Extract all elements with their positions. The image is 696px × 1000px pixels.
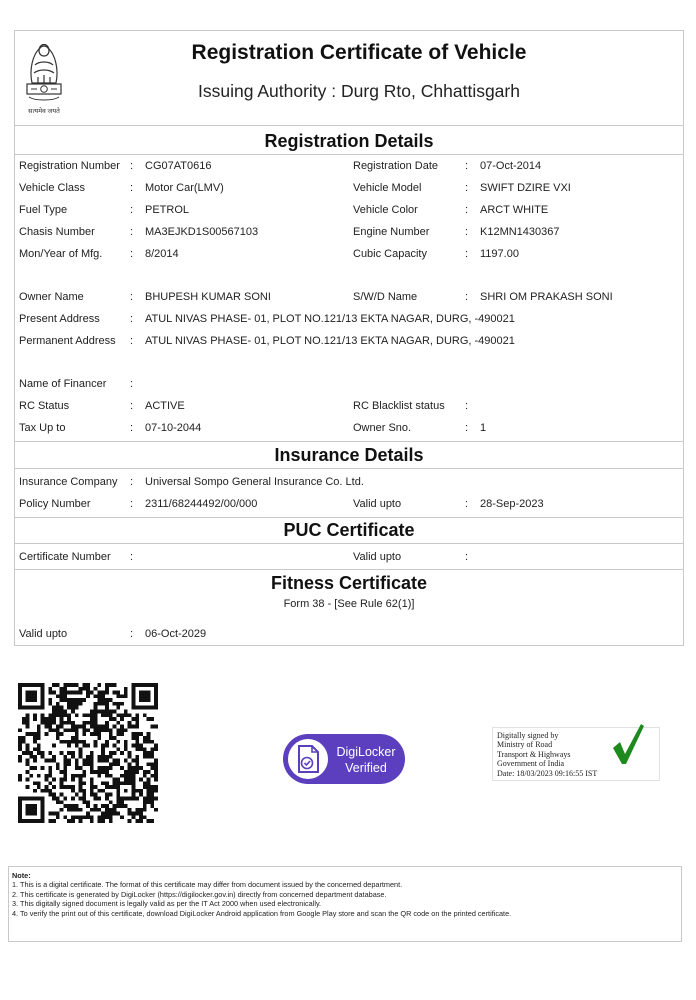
field-label: Registration Number — [19, 160, 120, 172]
detail-row — [15, 160, 683, 176]
field-value: 8/2014 — [145, 248, 179, 260]
field-label: Name of Financer — [19, 378, 107, 390]
field-label: Valid upto — [353, 551, 402, 563]
signature-line: Government of India — [497, 759, 565, 769]
field-separator: : — [130, 476, 134, 488]
signature-line: Ministry of Road — [497, 740, 553, 750]
badge-text-line2: Verified — [345, 761, 387, 775]
field-label: Present Address — [19, 313, 100, 325]
note-item: 3. This digitally signed document is legally valid as per the IT Act 2000 when used electronically. — [12, 899, 322, 909]
field-label: Policy Number — [19, 498, 91, 510]
certificate-title: Registration Certificate of Vehicle — [191, 41, 527, 64]
fitness-valid-upto: 06-Oct-2029 — [145, 628, 207, 640]
owner-name: BHUPESH KUMAR SONI — [145, 291, 271, 303]
field-separator: : — [130, 226, 134, 238]
field-label: Valid upto — [19, 628, 68, 640]
field-label: Vehicle Color — [353, 204, 418, 216]
field-label: Engine Number — [353, 226, 430, 238]
field-separator: : — [465, 226, 469, 238]
field-separator: : — [130, 378, 134, 390]
field-label: Permanent Address — [19, 335, 116, 347]
detail-row — [15, 226, 683, 242]
insurance-company-row — [15, 476, 683, 492]
rc-status: ACTIVE — [145, 400, 185, 412]
field-separator: : — [465, 248, 469, 260]
emblem-caption: सत्यमेव जयते — [28, 108, 60, 115]
field-value: MA3EJKD1S00567103 — [145, 226, 259, 238]
present-address: ATUL NIVAS PHASE- 01, PLOT NO.121/13 EKTA NAGAR, DURG, -490021 — [145, 313, 515, 325]
field-value: PETROL — [145, 204, 190, 216]
field-separator: : — [465, 182, 469, 194]
detail-row — [15, 182, 683, 198]
divider — [15, 543, 683, 544]
divider — [15, 441, 683, 442]
field-separator: : — [130, 335, 134, 347]
qr-code-icon — [18, 683, 158, 823]
field-separator: : — [130, 400, 134, 412]
field-separator: : — [130, 498, 134, 510]
digital-signature-box — [492, 727, 660, 781]
permanent-address: ATUL NIVAS PHASE- 01, PLOT NO.121/13 EKTA NAGAR, DURG, -490021 — [145, 335, 515, 347]
field-value: Motor Car(LMV) — [145, 182, 224, 194]
divider — [15, 517, 683, 518]
note-item: 1. This is a digital certificate. The format of this certificate may differ from document issued by the concerned department. — [12, 880, 403, 890]
notes-box — [8, 866, 682, 942]
field-label: Mon/Year of Mfg. — [19, 248, 103, 260]
relation-name: SHRI OM PRAKASH SONI — [480, 291, 613, 303]
fitness-form-reference: Form 38 - [See Rule 62(1)] — [283, 598, 415, 610]
field-label: Vehicle Class — [19, 182, 86, 194]
field-label: Vehicle Model — [353, 182, 422, 194]
field-separator: : — [465, 400, 469, 412]
present-address-row — [15, 313, 683, 329]
field-separator: : — [130, 204, 134, 216]
issuing-authority: Issuing Authority : Durg Rto, Chhattisgarh — [198, 81, 520, 101]
field-separator: : — [465, 160, 469, 172]
owner-sno: 1 — [480, 422, 487, 434]
field-label: RC Blacklist status — [353, 400, 445, 412]
field-value: 07-Oct-2014 — [480, 160, 542, 172]
field-label: Tax Up to — [19, 422, 66, 434]
field-value: ARCT WHITE — [480, 204, 549, 216]
field-value: 1197.00 — [480, 248, 519, 260]
insurance-valid-upto: 28-Sep-2023 — [480, 498, 544, 510]
field-label: Valid upto — [353, 498, 402, 510]
insurance-details-heading: Insurance Details — [274, 445, 424, 465]
field-label: RC Status — [19, 400, 70, 412]
field-separator: : — [465, 498, 469, 510]
status-row — [15, 400, 683, 416]
tax-up-to: 07-10-2044 — [145, 422, 202, 434]
badge-text-line1: DigiLocker — [336, 745, 396, 759]
field-label: S/W/D Name — [353, 291, 418, 303]
field-label: Certificate Number — [19, 551, 111, 563]
field-separator: : — [130, 248, 134, 260]
certificate-frame — [14, 30, 684, 646]
insurance-company: Universal Sompo General Insurance Co. Ltd. — [145, 476, 364, 488]
divider — [15, 154, 683, 155]
puc-row — [15, 551, 683, 567]
owner-row — [15, 291, 683, 307]
field-separator: : — [465, 291, 469, 303]
registration-details-heading: Registration Details — [264, 131, 434, 151]
note-item: 2. This certificate is generated by DigiLocker (https://digilocker.gov.in) directly from concerned department database. — [12, 889, 387, 899]
field-label: Cubic Capacity — [353, 248, 427, 260]
puc-certificate-heading: PUC Certificate — [283, 520, 415, 540]
field-separator: : — [465, 422, 469, 434]
field-label: Chasis Number — [19, 226, 95, 238]
signature-date: Date: 18/03/2023 09:16:55 IST — [497, 768, 598, 778]
field-label: Insurance Company — [19, 476, 118, 488]
field-value: CG07AT0616 — [145, 160, 212, 172]
fitness-certificate-heading: Fitness Certificate — [270, 573, 428, 593]
financer-row — [15, 378, 683, 394]
field-value: SWIFT DZIRE VXI — [480, 182, 571, 194]
field-value: K12MN1430367 — [480, 226, 560, 238]
digilocker-verified-badge — [283, 733, 405, 785]
permanent-address-row — [15, 335, 683, 351]
field-separator: : — [465, 551, 469, 563]
field-separator: : — [130, 182, 134, 194]
field-label: Fuel Type — [19, 204, 68, 216]
fitness-row — [15, 628, 683, 644]
notes-title: Note: — [12, 871, 31, 880]
divider — [15, 569, 683, 570]
field-separator: : — [130, 313, 134, 325]
green-checkmark-icon — [611, 722, 645, 766]
field-label: Owner Name — [19, 291, 84, 303]
field-separator: : — [130, 291, 134, 303]
note-item: 4. To verify the print out of this certificate, download DigiLocker Android application from Google Play store and scan the QR code on the printed certificate. — [12, 908, 512, 918]
field-separator: : — [130, 422, 134, 434]
detail-row — [15, 204, 683, 220]
field-separator: : — [130, 628, 134, 640]
divider — [15, 468, 683, 469]
certificate-header — [15, 31, 683, 126]
field-label: Registration Date — [353, 160, 438, 172]
signature-line: Digitally signed by — [497, 731, 559, 740]
field-separator: : — [465, 204, 469, 216]
policy-number: 2311/68244492/00/000 — [145, 498, 258, 510]
signature-line: Transport & Highways — [497, 749, 571, 759]
tax-row — [15, 422, 683, 438]
policy-row — [15, 498, 683, 514]
field-separator: : — [130, 160, 134, 172]
field-separator: : — [130, 551, 134, 563]
field-label: Owner Sno. — [353, 422, 412, 434]
detail-row — [15, 248, 683, 264]
